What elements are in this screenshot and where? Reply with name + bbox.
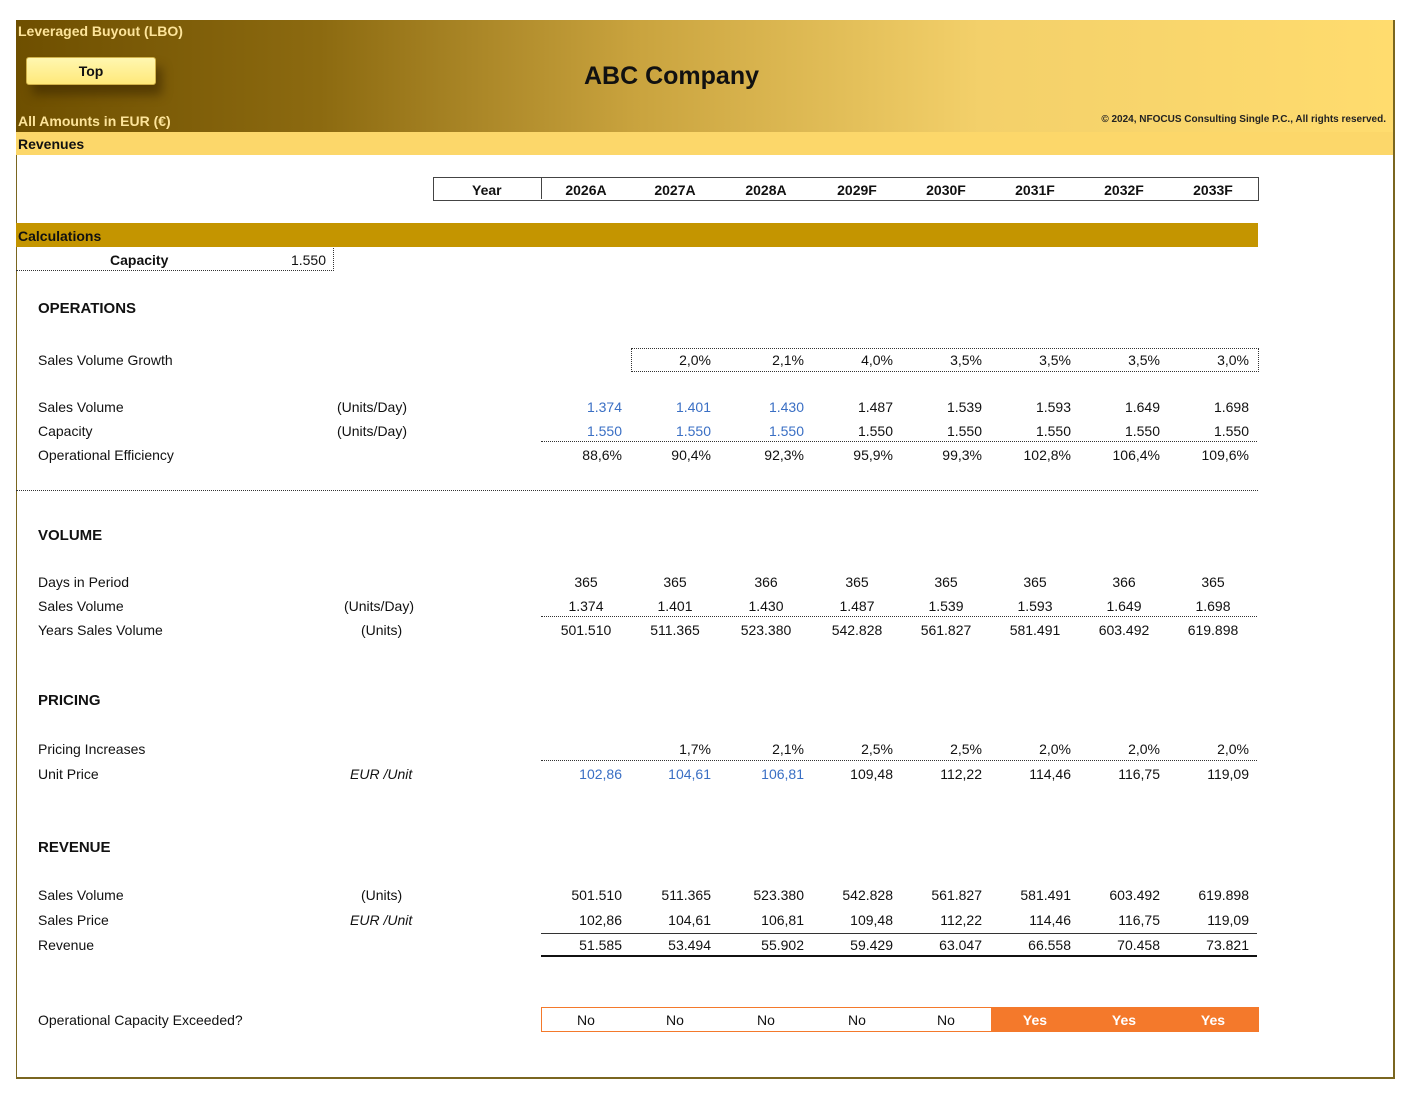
ops-sales-cell[interactable]: 1.593 [1035, 399, 1071, 415]
years-volume-cell: 511.365 [650, 622, 700, 638]
rev-price-cell: 106,81 [761, 912, 804, 928]
ops-sales-cell[interactable]: 1.539 [946, 399, 982, 415]
years-volume-unit: (Units) [361, 622, 403, 638]
rev-price-cell: 119,09 [1207, 912, 1249, 928]
vol-sales-cell: 1.698 [1195, 598, 1231, 614]
vol-sales-cell: 1.539 [928, 598, 964, 614]
ops-capacity-cell[interactable]: 1.550 [1035, 423, 1071, 439]
pricing-inc-cell: 2,0% [1128, 741, 1160, 757]
pricing-title: PRICING [38, 692, 101, 709]
rev-volume-unit: (Units) [361, 887, 403, 903]
unit-price-cell[interactable]: 104,61 [668, 766, 711, 782]
growth-cell[interactable]: 3,0% [1217, 352, 1249, 368]
ops-sales-cell[interactable]: 1.649 [1124, 399, 1160, 415]
days-label: Days in Period [38, 574, 130, 590]
unit-price-cell[interactable]: 116,75 [1118, 766, 1160, 782]
top-button[interactable]: Top [26, 57, 156, 85]
pricing-inc-label: Pricing Increases [38, 741, 146, 757]
days-cell: 365 [1201, 574, 1225, 590]
operations-separator [16, 490, 1258, 491]
days-cell: 366 [754, 574, 778, 590]
pricing-inc-cell: 1,7% [679, 741, 711, 757]
rev-price-cell: 116,75 [1118, 912, 1160, 928]
pricing-inc-cell: 2,5% [861, 741, 893, 757]
operations-title: OPERATIONS [38, 300, 137, 317]
pricing-inc-cell: 2,1% [772, 741, 804, 757]
year-header-2031F: 2031F [1015, 182, 1055, 198]
rev-price-cell: 109,48 [850, 912, 893, 928]
efficiency-cell: 106,4% [1112, 447, 1160, 463]
calculations-bar [16, 223, 1258, 247]
unit-price-cell[interactable]: 109,48 [850, 766, 893, 782]
capacity-value[interactable]: 1.550 [290, 252, 326, 268]
rev-price-cell: 104,61 [668, 912, 711, 928]
pricing-inc-cell: 2,0% [1217, 741, 1249, 757]
revenue-cell: 53.494 [668, 937, 711, 953]
year-header-2027A: 2027A [654, 182, 696, 198]
rev-volume-cell: 542.828 [842, 887, 893, 903]
rev-price-label: Sales Price [38, 912, 109, 928]
efficiency-cell: 95,9% [853, 447, 893, 463]
ops-capacity-cell[interactable]: 1.550 [586, 423, 622, 439]
revenue-cell: 73.821 [1206, 937, 1249, 953]
rev-volume-label: Sales Volume [38, 887, 124, 903]
rev-volume-cell: 619.898 [1198, 887, 1249, 903]
efficiency-cell: 102,8% [1023, 447, 1071, 463]
company-title: ABC Company [584, 62, 760, 90]
year-label: Year [472, 182, 502, 198]
rev-price-unit: EUR /Unit [350, 912, 413, 928]
growth-cell[interactable]: 2,1% [772, 352, 804, 368]
ops-sales-cell[interactable]: 1.374 [586, 399, 622, 415]
years-volume-cell: 581.491 [1009, 622, 1061, 638]
exceeded-cell: No [666, 1012, 684, 1028]
days-cell: 365 [845, 574, 869, 590]
vol-sales-cell: 1.401 [657, 598, 693, 614]
years-volume-cell: 561.827 [920, 622, 972, 638]
ops-capacity-label: Capacity [38, 423, 93, 439]
growth-cell[interactable]: 2,0% [679, 352, 711, 368]
ops-sales-cell[interactable]: 1.430 [768, 399, 804, 415]
days-cell: 366 [1112, 574, 1136, 590]
rev-volume-cell: 561.827 [931, 887, 982, 903]
vol-sales-cell: 1.374 [568, 598, 604, 614]
efficiency-cell: 88,6% [582, 447, 622, 463]
ops-sales-label: Sales Volume [38, 399, 124, 415]
rev-volume-cell: 511.365 [661, 887, 711, 903]
year-header-2026A: 2026A [565, 182, 607, 198]
vol-sales-cell: 1.487 [839, 598, 875, 614]
year-header-2028A: 2028A [745, 182, 787, 198]
year-header-2033F: 2033F [1193, 182, 1233, 198]
exceeded-cell: Yes [1022, 1012, 1048, 1028]
ops-subtotal-line [541, 441, 1257, 442]
rev-volume-cell: 581.491 [1020, 887, 1071, 903]
years-volume-label: Years Sales Volume [38, 622, 163, 638]
days-cell: 365 [934, 574, 958, 590]
ops-capacity-cell[interactable]: 1.550 [857, 423, 893, 439]
section-title: Revenues [18, 136, 85, 152]
exceeded-cell: No [577, 1012, 595, 1028]
vol-subtotal-line [541, 616, 1257, 617]
vol-sales-cell: 1.593 [1017, 598, 1053, 614]
revenue-cell: 55.902 [761, 937, 804, 953]
years-volume-cell: 603.492 [1098, 622, 1150, 638]
pricing-inc-cell: 2,0% [1039, 741, 1071, 757]
ops-sales-unit: (Units/Day) [337, 399, 408, 415]
rev-price-cell: 112,22 [940, 912, 982, 928]
revenue-label: Revenue [38, 937, 95, 953]
revenue-cell: 70.458 [1117, 937, 1160, 953]
unit-price-cell[interactable]: 106,81 [761, 766, 804, 782]
revenue-cell: 66.558 [1028, 937, 1071, 953]
rev-price-cell: 114,46 [1029, 912, 1071, 928]
section-bar [16, 132, 1393, 155]
copyright: © 2024, NFOCUS Consulting Single P.C., All rights reserved. [1101, 114, 1386, 125]
ops-sales-cell[interactable]: 1.401 [675, 399, 711, 415]
pricing-subtotal-line [541, 760, 1257, 761]
exceeded-cell: No [757, 1012, 775, 1028]
growth-cell[interactable]: 4,0% [861, 352, 893, 368]
growth-cell[interactable]: 3,5% [1039, 352, 1071, 368]
vol-sales-cell: 1.430 [748, 598, 784, 614]
unit-price-cell[interactable]: 119,09 [1207, 766, 1249, 782]
exceeded-label: Operational Capacity Exceeded? [38, 1012, 243, 1028]
model-title: Leveraged Buyout (LBO) [18, 23, 183, 39]
vol-sales-cell: 1.649 [1106, 598, 1142, 614]
growth-cell[interactable]: 3,5% [1128, 352, 1160, 368]
efficiency-cell: 99,3% [942, 447, 982, 463]
year-header-2032F: 2032F [1104, 182, 1144, 198]
exceeded-cell: Yes [1200, 1012, 1226, 1028]
exceeded-cell: No [848, 1012, 866, 1028]
ops-capacity-unit: (Units/Day) [337, 423, 408, 439]
revenue-title: REVENUE [38, 839, 111, 856]
vol-sales-unit: (Units/Day) [344, 598, 415, 614]
years-volume-cell: 523.380 [740, 622, 792, 638]
capacity-label: Capacity [110, 252, 169, 268]
days-cell: 365 [574, 574, 598, 590]
unit-price-cell[interactable]: 112,22 [940, 766, 982, 782]
efficiency-cell: 90,4% [671, 447, 711, 463]
rev-volume-cell: 501.510 [571, 887, 622, 903]
year-header-2030F: 2030F [926, 182, 966, 198]
ops-capacity-cell[interactable]: 1.550 [1213, 423, 1249, 439]
efficiency-cell: 109,6% [1201, 447, 1249, 463]
ops-sales-cell[interactable]: 1.487 [857, 399, 893, 415]
rev-volume-cell: 523.380 [753, 887, 804, 903]
rev-price-cell: 102,86 [579, 912, 622, 928]
ops-efficiency-label: Operational Efficiency [38, 447, 174, 463]
vol-sales-label: Sales Volume [38, 598, 124, 614]
unit-price-unit: EUR /Unit [350, 766, 413, 782]
ops-capacity-cell[interactable]: 1.550 [1124, 423, 1160, 439]
revenue-cell: 59.429 [850, 937, 893, 953]
revenue-cell: 63.047 [939, 937, 982, 953]
growth-label: Sales Volume Growth [38, 352, 173, 368]
years-volume-cell: 542.828 [831, 622, 883, 638]
rev-subtotal-line [541, 933, 1257, 934]
rev-total-line [541, 955, 1257, 957]
efficiency-cell: 92,3% [764, 447, 804, 463]
years-volume-cell: 501.510 [560, 622, 612, 638]
growth-cell[interactable]: 3,5% [950, 352, 982, 368]
amounts-note: All Amounts in EUR (€) [18, 113, 171, 129]
exceeded-cell: Yes [1111, 1012, 1137, 1028]
year-header-2029F: 2029F [837, 182, 877, 198]
calculations-title: Calculations [18, 228, 102, 244]
revenue-cell: 51.585 [579, 937, 622, 953]
unit-price-cell[interactable]: 114,46 [1029, 766, 1071, 782]
ops-capacity-cell[interactable]: 1.550 [675, 423, 711, 439]
days-cell: 365 [1023, 574, 1047, 590]
ops-sales-cell[interactable]: 1.698 [1213, 399, 1249, 415]
exceeded-cell: No [937, 1012, 955, 1028]
unit-price-label: Unit Price [38, 766, 99, 782]
days-cell: 365 [663, 574, 687, 590]
unit-price-cell[interactable]: 102,86 [579, 766, 622, 782]
ops-capacity-cell[interactable]: 1.550 [768, 423, 804, 439]
rev-volume-cell: 603.492 [1109, 887, 1160, 903]
ops-capacity-cell[interactable]: 1.550 [946, 423, 982, 439]
volume-title: VOLUME [38, 527, 103, 544]
pricing-inc-cell: 2,5% [950, 741, 982, 757]
years-volume-cell: 619.898 [1187, 622, 1239, 638]
